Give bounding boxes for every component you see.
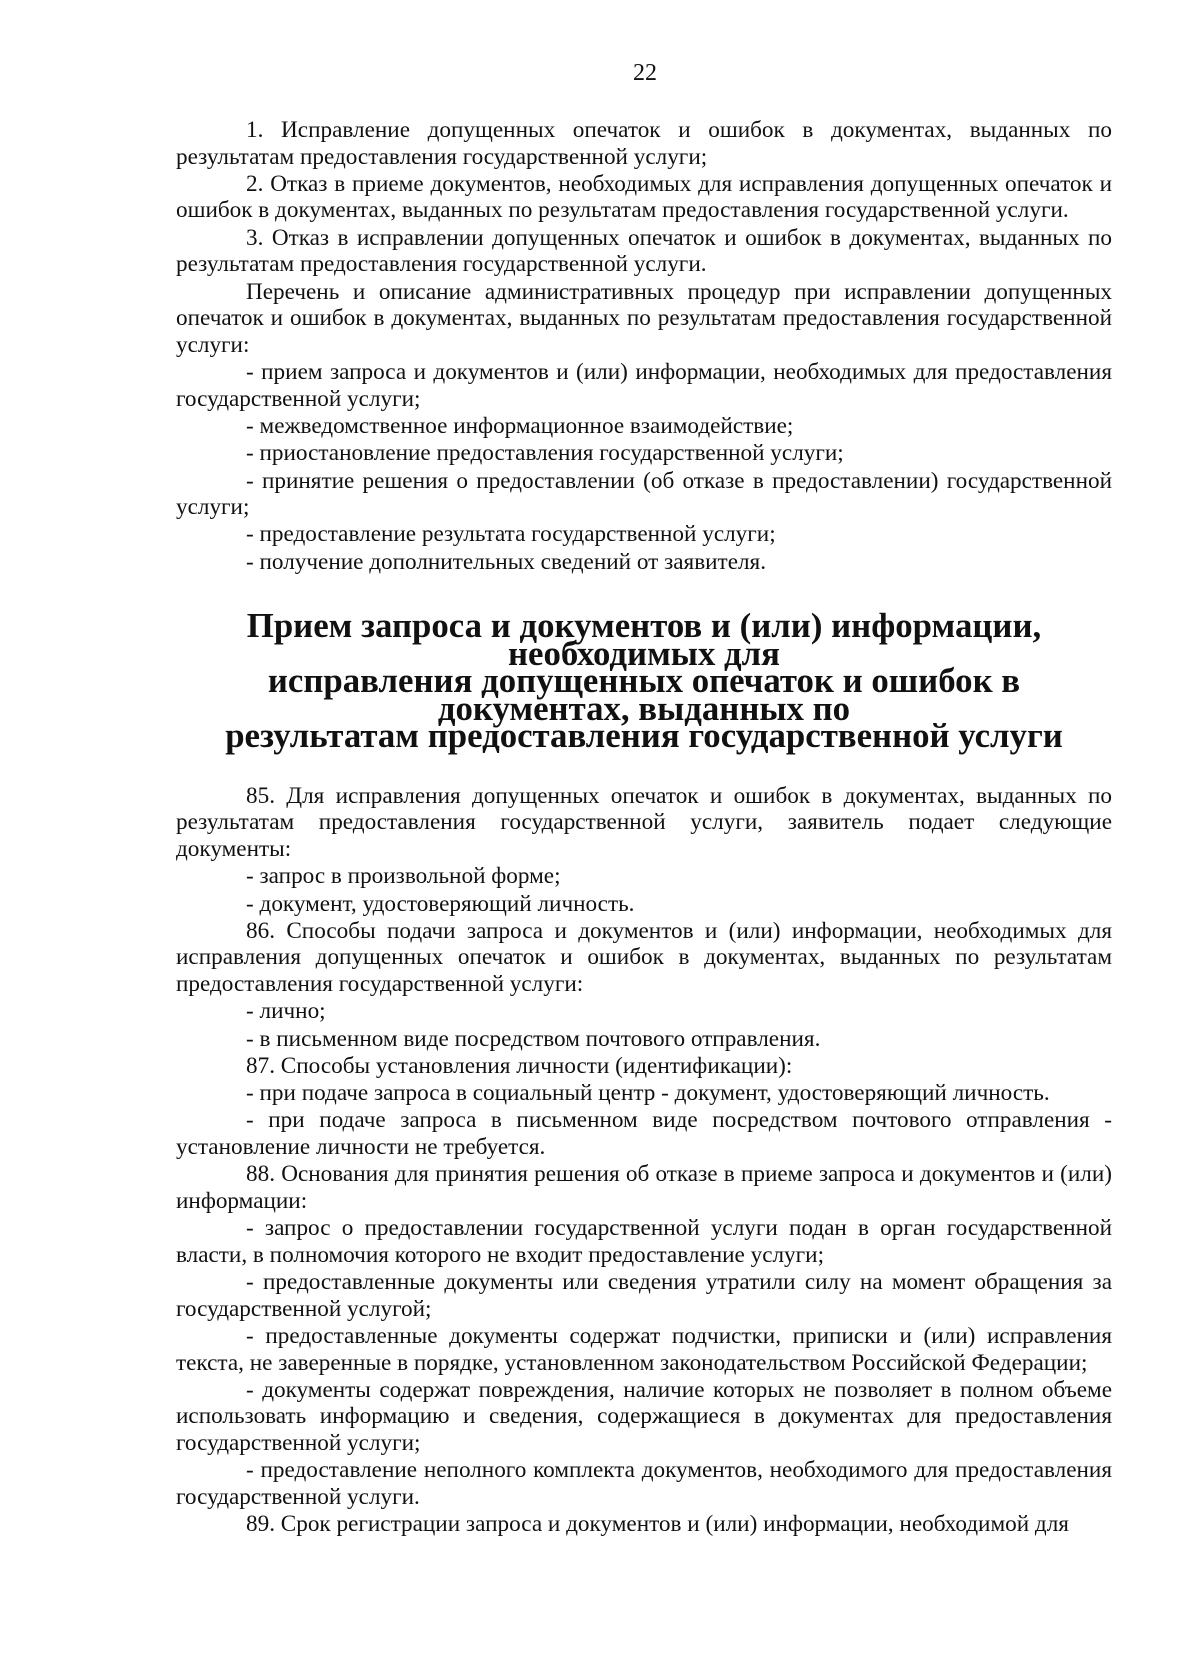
list-item: - лично;: [246, 998, 326, 1025]
paragraphs-before-heading: [176, 117, 1112, 575]
paragraphs-after-heading: [176, 783, 1112, 1538]
section-heading: [176, 606, 1112, 756]
list-item: - предоставленные документы содержат подчистки, приписки и (или) исправления текста, не заверенные в порядке, установленном законодательством Российской Федерации;: [176, 1322, 1112, 1376]
list-item: - межведомственное информационное взаимодействие;: [246, 412, 794, 439]
section-heading-line: Прием запроса и документов и (или) информации, необходимых для: [246, 606, 1042, 673]
paragraph-85: 85. Для исправления допущенных опечаток и ошибок в документах, выданных по результатам предоставления государственной услуги, заявитель подает следующие документы:: [176, 782, 1112, 862]
document-body: [176, 117, 1112, 1538]
list-item: - при подаче запроса в письменном виде посредством почтового отправления - установление личности не требуется.: [176, 1107, 1112, 1160]
list-item: - прием запроса и документов и (или) информации, необходимых для предоставления государственной услуги;: [176, 359, 1112, 412]
list-item: - в письменном виде посредством почтового отправления.: [246, 1025, 821, 1052]
list-item: - предоставление результата государственной услуги;: [246, 521, 776, 548]
list-item: - документы содержат повреждения, наличие которых не позволяет в полном объеме использовать информацию и сведения, содержащиеся в документах для предоставления государственной услуги;: [176, 1376, 1112, 1456]
section-heading-line: результатам предоставления государственной услуги: [225, 716, 1063, 756]
paragraph-87: 87. Способы установления личности (идентификации):: [246, 1052, 793, 1079]
paragraph-86: 86. Способы подачи запроса и документов и (или) информации, необходимых для исправления допущенных опечаток и ошибок в документах, выданных по результатам предоставления государственной услуги:: [176, 917, 1112, 997]
list-item: - документ, удостоверяющий личность.: [246, 890, 635, 917]
paragraph-procedures-list-intro: Перечень и описание административных процедур при исправлении допущенных опечаток и ошибок в документах, выданных по результатам предоставления государственной услуги:: [176, 278, 1112, 358]
list-item: - при подаче запроса в социальный центр - документ, удостоверяющий личность.: [246, 1080, 1050, 1107]
section-heading-line: исправления допущенных опечаток и ошибок в документах, выданных по: [267, 661, 1021, 728]
paragraph-item-2: 2. Отказ в приеме документов, необходимых для исправления допущенных опечаток и ошибок в документах, выданных по результатам предоставления государственной услуги.: [176, 170, 1112, 224]
list-item: - предоставленные документы или сведения утратили силу на момент обращения за государственной услугой;: [176, 1269, 1112, 1322]
paragraph-88: 88. Основания для принятия решения об отказе в приеме запроса и документов и (или) информации:: [176, 1161, 1112, 1214]
paragraph-89: 89. Срок регистрации запроса и документов и (или) информации, необходимой для: [246, 1511, 1069, 1538]
page-number: 22: [633, 60, 657, 86]
list-item: - принятие решения о предоставлении (об отказе в предоставлении) государственной услуги;: [176, 467, 1112, 521]
list-item: - запрос о предоставлении государственной услуги подан в орган государственной власти, в полномочия которого не входит предоставление услуги;: [176, 1215, 1112, 1268]
list-item: - запрос в произвольной форме;: [246, 863, 561, 890]
list-item: - предоставление неполного комплекта документов, необходимого для предоставления государственной услуги.: [176, 1457, 1112, 1510]
paragraph-item-1: 1. Исправление допущенных опечаток и ошибок в документах, выданных по результатам предоставления государственной услуги;: [176, 117, 1112, 170]
paragraph-item-3: 3. Отказ в исправлении допущенных опечаток и ошибок в документах, выданных по результатам предоставления государственной услуги.: [176, 224, 1112, 278]
list-item: - получение дополнительных сведений от заявителя.: [246, 548, 767, 575]
list-item: - приостановление предоставления государственной услуги;: [246, 440, 844, 467]
